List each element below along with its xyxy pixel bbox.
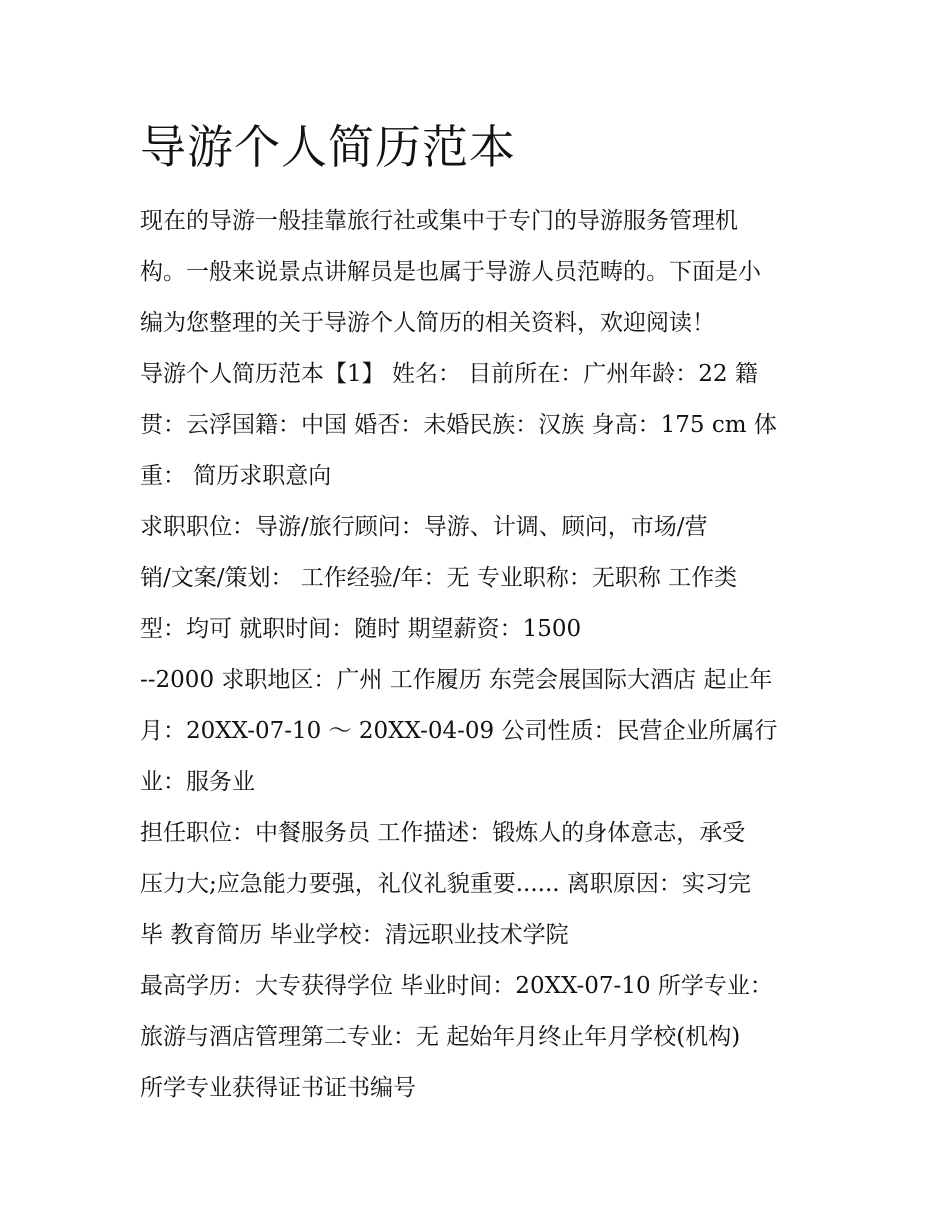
body-line: 销/文案/策划： 工作经验/年：无 专业职称：无职称 工作类 xyxy=(140,565,738,591)
body-line: 所学专业获得证书证书编号 xyxy=(140,1075,416,1101)
body-line: 旅游与酒店管理第二专业：无 起始年月终止年月学校(机构) xyxy=(140,1024,741,1050)
body-line: 编为您整理的关于导游个人简历的相关资料，欢迎阅读！ xyxy=(140,310,715,336)
document-title: 导游个人简历范本 xyxy=(140,120,516,174)
body-line: 求职职位：导游/旅行顾问：导游、计调、顾问，市场/营 xyxy=(140,514,708,540)
body-line: 贯：云浮国籍：中国 婚否：未婚民族：汉族 身高：175 cm 体 xyxy=(140,412,777,438)
body-line: 现在的导游一般挂靠旅行社或集中于专门的导游服务管理机 xyxy=(140,208,738,234)
document-body xyxy=(140,196,820,1114)
body-line: --2000 求职地区：广州 工作履历 东莞会展国际大酒店 起止年 xyxy=(140,667,773,693)
body-line: 重： 简历求职意向 xyxy=(140,463,332,489)
body-line: 业：服务业 xyxy=(140,769,255,795)
body-line: 月：20XX-07-10 ～ 20XX-04-09 公司性质：民营企业所属行 xyxy=(140,718,778,744)
body-line: 毕 教育简历 毕业学校：清远职业技术学院 xyxy=(140,922,569,948)
body-line: 型：均可 就职时间：随时 期望薪资：1500 xyxy=(140,616,582,642)
body-line: 构。一般来说景点讲解员是也属于导游人员范畴的。下面是小 xyxy=(140,259,761,285)
body-line: 压力大;应急能力要强，礼仪礼貌重要...... 离职原因：实习完 xyxy=(140,871,751,897)
body-line: 担任职位：中餐服务员 工作描述：锻炼人的身体意志，承受 xyxy=(140,820,746,846)
body-line: 导游个人简历范本【1】 姓名： 目前所在：广州年龄：22 籍 xyxy=(140,361,758,387)
body-line: 最高学历：大专获得学位 毕业时间：20XX-07-10 所学专业： xyxy=(140,973,773,999)
